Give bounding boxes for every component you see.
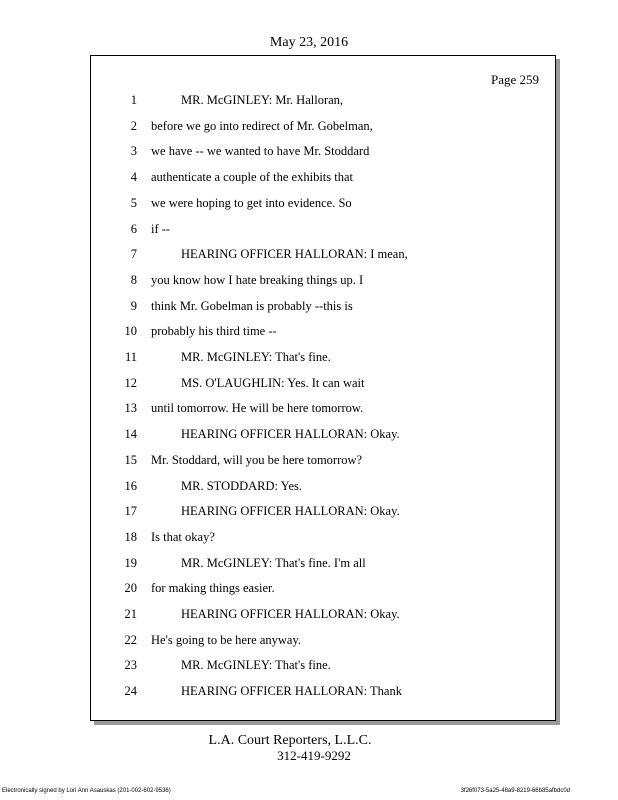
line-number: 10 [124,324,137,339]
transcript-line [91,222,555,242]
transcript-line [91,119,555,139]
line-number: 14 [124,427,137,442]
line-text: until tomorrow. He will be here tomorrow. [151,401,364,416]
transcript-line [91,401,555,421]
line-text: HEARING OFFICER HALLORAN: Okay. [181,607,400,621]
transcript-line [91,504,555,524]
line-text: for making things easier. [151,581,275,596]
line-text: authenticate a couple of the exhibits that [151,170,354,185]
transcript-line [91,633,555,653]
transcript-line [91,479,555,499]
line-number: 23 [124,658,137,673]
transcript-line [91,427,555,447]
line-number: 7 [130,247,137,262]
line-number: 1 [130,93,137,107]
transcript-date: May 23, 2016 [269,35,349,50]
page-number: Page 259 [490,72,539,87]
line-number: 8 [130,272,137,287]
transcript-line [91,93,555,113]
line-text: if -- [151,221,171,236]
transcript-line [91,324,555,344]
document-id: 3f26f073-5a25-48a9-8219-66b85afbdc0d [460,788,570,794]
transcript-page [90,55,556,721]
line-text: HEARING OFFICER HALLORAN: Okay. [181,427,400,442]
line-text: we were hoping to get into evidence. So [151,195,352,210]
transcript-line [91,684,555,704]
footer-phone: 312-419-9292 [277,748,351,763]
line-text: HEARING OFFICER HALLORAN: Okay. [181,504,400,519]
line-text: He's going to be here anyway. [151,632,302,647]
transcript-line [91,556,555,576]
line-text: HEARING OFFICER HALLORAN: I mean, [181,247,408,262]
line-number: 21 [124,607,137,621]
transcript-line [91,144,555,164]
line-number: 20 [124,581,137,596]
line-number: 12 [124,375,137,390]
line-number: 16 [124,478,137,493]
line-number: 3 [130,144,137,159]
transcript-line [91,170,555,190]
electronic-signature-note: Electronically signed by Lori Ann Asauskas (201-002-602-9536) [2,788,171,794]
line-text: MR. STODDARD: Yes. [181,478,302,493]
line-number: 17 [124,504,137,519]
line-number: 15 [124,452,137,467]
line-text: MR. McGINLEY: Mr. Halloran, [181,93,344,107]
transcript-line [91,247,555,267]
line-text: before we go into redirect of Mr. Gobelman, [151,118,373,133]
transcript-line [91,299,555,319]
transcript-line [91,453,555,473]
line-number: 5 [130,195,137,210]
line-text: MR. McGINLEY: That's fine. I'm all [181,555,366,570]
line-number: 22 [124,632,137,647]
line-text: we have -- we wanted to have Mr. Stoddard [151,144,370,159]
line-number: 2 [130,118,137,133]
line-number: 4 [130,170,137,185]
line-number: 18 [124,529,137,544]
transcript-line [91,607,555,627]
line-number: 24 [124,684,137,699]
line-text: probably his third time -- [151,324,277,339]
transcript-line [91,581,555,601]
line-number: 13 [124,401,137,416]
line-text: MR. McGINLEY: That's fine. [181,350,331,364]
line-number: 11 [124,350,137,364]
line-text: Is that okay? [151,529,215,544]
transcript-line [91,350,555,370]
line-text: Mr. Stoddard, will you be here tomorrow? [151,452,363,467]
transcript-line [91,273,555,293]
transcript-line [91,196,555,216]
line-number: 19 [124,555,137,570]
line-number: 6 [130,221,137,236]
line-number: 9 [130,298,137,313]
line-text: think Mr. Gobelman is probably --this is [151,298,353,313]
line-text: you know how I hate breaking things up. I [151,272,364,287]
line-text: MS. O'LAUGHLIN: Yes. It can wait [181,375,365,390]
transcript-line [91,376,555,396]
line-text: MR. McGINLEY: That's fine. [181,658,331,673]
transcript-line [91,530,555,550]
footer-company: L.A. Court Reporters, L.L.C. [208,733,372,748]
line-text: HEARING OFFICER HALLORAN: Thank [181,684,402,699]
transcript-line [91,658,555,678]
